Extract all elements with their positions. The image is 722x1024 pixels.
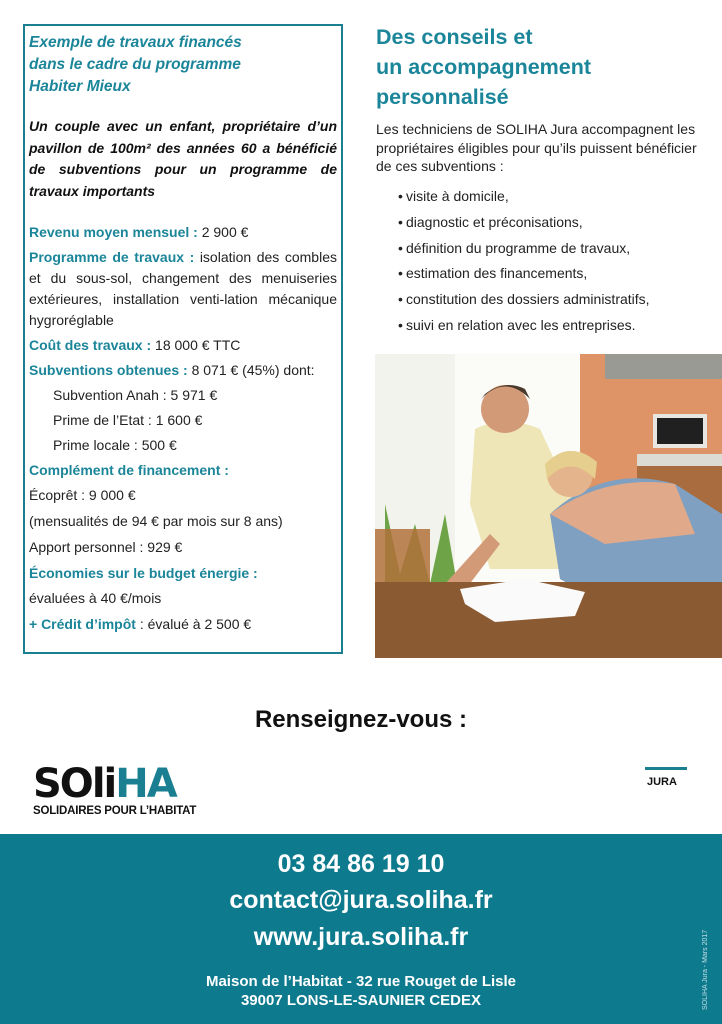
fact-subventions: Subventions obtenues : 8 071 € (45%) dont: bbox=[29, 362, 315, 378]
contact-address-line2: 39007 LONS-LE-SAUNIER CEDEX bbox=[240, 992, 482, 1009]
advice-text: Les techniciens de SOLIHA Jura accompagnent les propriétaires éligibles pour qu’ils puissent bénéficier de ces subventions : bbox=[376, 121, 697, 174]
bullet-item: • définition du programme de travaux, bbox=[398, 236, 650, 262]
logo-tagline: SOLIDAIRES POUR L’HABITAT bbox=[33, 805, 197, 817]
contact-band bbox=[0, 834, 722, 1024]
cta-heading: Renseignez-vous : bbox=[254, 706, 468, 733]
bullet-icon: • bbox=[398, 188, 403, 204]
example-box bbox=[23, 24, 343, 654]
logo-wordmark: SOliHA bbox=[33, 761, 176, 807]
contact-email[interactable]: contact@jura.soliha.fr bbox=[229, 886, 493, 914]
bullet-icon: • bbox=[398, 265, 403, 282]
bullet-icon: • bbox=[398, 291, 403, 308]
bullet-item: • constitution des dossiers administratifs, bbox=[398, 287, 650, 313]
fact-programme: Programme de travaux : isolation des combles et du sous-sol, changement des menuiseries extérieures, installation venti-lation mécanique hygroréglable bbox=[29, 249, 337, 328]
example-intro: Un couple avec un enfant, propriétaire d’un pavillon de 100m² des années 60 a bénéficié de subventions pour un programme de travaux importants bbox=[29, 118, 337, 199]
subvention-item: Prime locale : 500 € bbox=[53, 437, 177, 453]
contact-address-line1: Maison de l’Habitat - 32 rue Rouget de Lisle bbox=[205, 973, 517, 990]
complement-item: Écoprêt : 9 000 € bbox=[29, 487, 136, 503]
advice-title: Des conseils et un accompagnement personnalisé bbox=[376, 25, 592, 109]
bullet-item: • suivi en relation avec les entreprises. bbox=[398, 313, 650, 339]
footer-note: SOLIHA Jura - Mars 2017 bbox=[702, 929, 709, 1010]
bullet-icon: • bbox=[398, 239, 403, 256]
bullet-icon: • bbox=[398, 316, 403, 333]
advice-bullets bbox=[398, 184, 650, 339]
bullet-icon: • bbox=[398, 213, 403, 230]
fact-complement: Complément de financement : bbox=[29, 462, 229, 478]
economies-value: évaluées à 40 €/mois bbox=[29, 590, 162, 606]
photo-illustration bbox=[375, 354, 722, 658]
subvention-item: Subvention Anah : 5 971 € bbox=[53, 387, 218, 403]
fact-revenu: Revenu moyen mensuel : 2 900 € bbox=[29, 224, 249, 240]
couple-photo bbox=[375, 354, 722, 658]
contact-website[interactable]: www.jura.soliha.fr bbox=[253, 923, 469, 951]
soliha-logo bbox=[33, 761, 197, 817]
fact-economies: Économies sur le budget énergie : bbox=[29, 565, 258, 581]
example-title: Exemple de travaux financés dans le cadre du programme Habiter Mieux bbox=[29, 34, 242, 95]
facts-list bbox=[29, 222, 337, 635]
complement-item: (mensualités de 94 € par mois sur 8 ans) bbox=[29, 513, 283, 529]
subvention-item: Prime de l’Etat : 1 600 € bbox=[53, 412, 203, 428]
bullet-item: • diagnostic et préconisations, bbox=[398, 210, 650, 236]
fact-credit: + Crédit d’impôt : évalué à 2 500 € bbox=[29, 616, 252, 632]
bullet-item: • estimation des financements, bbox=[398, 261, 650, 287]
fact-cout: Coût des travaux : 18 000 € TTC bbox=[29, 337, 241, 353]
bullet-item: • visite à domicile, bbox=[398, 184, 650, 210]
complement-item: Apport personnel : 929 € bbox=[29, 539, 183, 555]
region-bar bbox=[645, 767, 687, 770]
contact-phone[interactable]: 03 84 86 19 10 bbox=[277, 850, 445, 878]
region-label: JURA bbox=[647, 776, 677, 788]
